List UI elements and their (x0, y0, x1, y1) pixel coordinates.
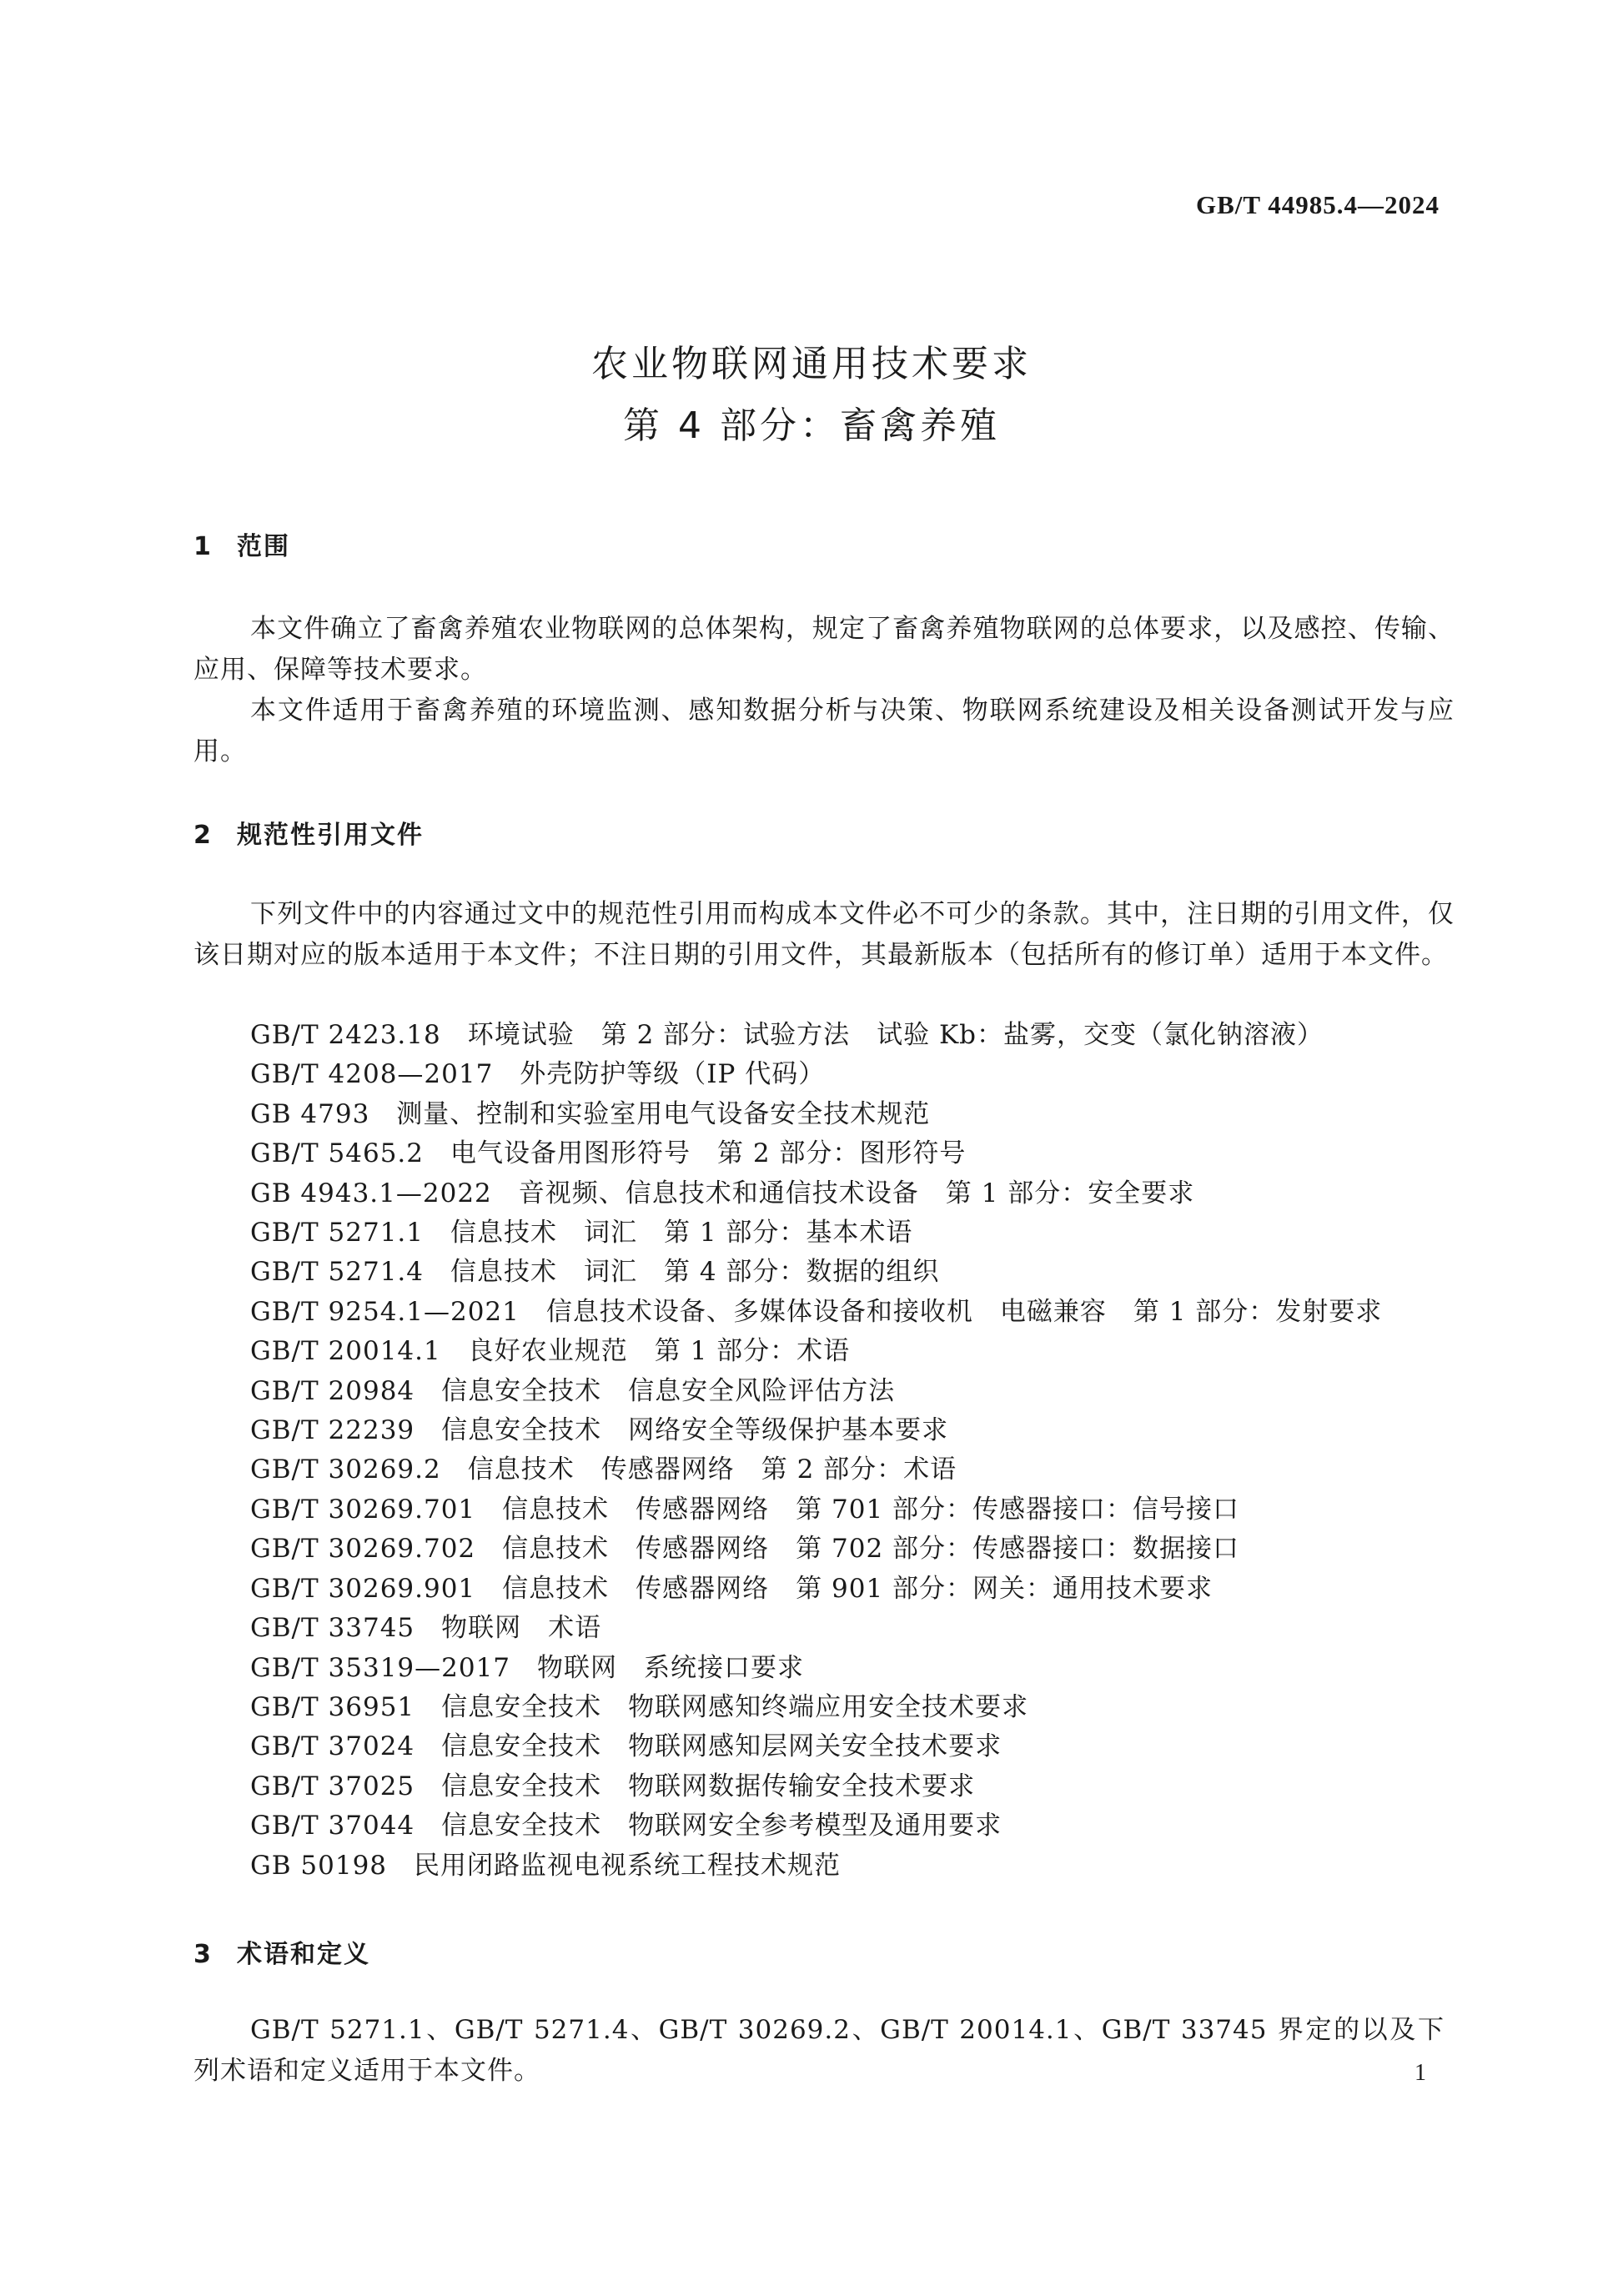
reference-item: GB/T 30269.2 信息技术 传感器网络 第 2 部分：术语 (250, 1454, 957, 1485)
standard-number: GB/T 44985.4—2024 (1195, 190, 1440, 219)
section-heading-terms-and-definitions (193, 1933, 370, 1970)
reference-item: GB/T 4208—2017 外壳防护等级（IP 代码） (250, 1059, 826, 1090)
reference-item: GB/T 35319—2017 物联网 系统接口要求 (250, 1652, 805, 1683)
reference-item: GB/T 22239 信息安全技术 网络安全等级保护基本要求 (250, 1415, 949, 1446)
reference-item: GB 50198 民用闭路监视电视系统工程技术规范 (250, 1850, 842, 1881)
reference-item: GB/T 37044 信息安全技术 物联网安全参考模型及通用要求 (250, 1811, 1002, 1841)
reference-item: GB/T 5271.4 信息技术 词汇 第 4 部分：数据的组织 (250, 1257, 940, 1288)
reference-item: GB/T 9254.1—2021 信息技术设备、多媒体设备和接收机 电磁兼容 第 1 部分：发射要求 (250, 1296, 1383, 1327)
reference-item: GB/T 20014.1 良好农业规范 第 1 部分：术语 (250, 1336, 851, 1367)
paragraph: 下列文件中的内容通过文中的规范性引用而构成本文件必不可少的条款。其中，注日期的引用文件，仅该日期对应的版本适用于本文件；不注日期的引用文件，其最新版本（包括所有的修订单）适用于本文件。 (193, 899, 1455, 970)
reference-item: GB 4943.1—2022 音视频、信息技术和通信技术设备 第 1 部分：安全要求 (250, 1178, 1195, 1208)
reference-item: GB/T 36951 信息安全技术 物联网感知终端应用安全技术要求 (250, 1691, 1029, 1722)
reference-item: GB 4793 测量、控制和实验室用电气设备安全技术规范 (250, 1098, 931, 1129)
document-title: 农业物联网通用技术要求 (591, 343, 1032, 385)
document-subtitle: 第 4 部分：畜禽养殖 (623, 404, 1000, 447)
paragraph: 本文件确立了畜禽养殖农业物联网的总体架构，规定了畜禽养殖物联网的总体要求，以及感控、传输、应用、保障等技术要求。 (193, 614, 1455, 685)
section-title: 规范性引用文件 (237, 821, 424, 850)
section-number: 2 (193, 821, 213, 850)
reference-item: GB/T 5271.1 信息技术 词汇 第 1 部分：基本术语 (250, 1218, 913, 1248)
reference-item: GB/T 5465.2 电气设备用图形符号 第 2 部分：图形符号 (250, 1138, 967, 1169)
reference-item: GB/T 20984 信息安全技术 信息安全风险评估方法 (250, 1375, 896, 1406)
paragraph: 本文件适用于畜禽养殖的环境监测、感知数据分析与决策、物联网系统建设及相关设备测试开发与应用。 (193, 696, 1455, 766)
reference-list (250, 1016, 1382, 1886)
section-number: 1 (193, 532, 213, 561)
reference-item: GB/T 30269.702 信息技术 传感器网络 第 702 部分：传感器接口：数据接口 (250, 1534, 1240, 1565)
reference-item: GB/T 30269.901 信息技术 传感器网络 第 901 部分：网关：通用技术要求 (250, 1573, 1213, 1604)
reference-item: GB/T 33745 物联网 术语 (250, 1613, 602, 1644)
section-title: 术语和定义 (237, 1940, 370, 1969)
section-number: 3 (193, 1940, 213, 1969)
page-number: 1 (1414, 2060, 1426, 2086)
section-heading-normative-references (193, 814, 424, 851)
reference-item: GB/T 37024 信息安全技术 物联网感知层网关安全技术要求 (250, 1731, 1002, 1762)
section-heading-scope (193, 525, 290, 562)
section-title: 范围 (237, 532, 290, 561)
paragraph: GB/T 5271.1、GB/T 5271.4、GB/T 30269.2、GB/T 20014.1、GB/T 33745 界定的以及下列术语和定义适用于本文件。 (193, 2015, 1445, 2086)
reference-item: GB/T 30269.701 信息技术 传感器网络 第 701 部分：传感器接口：信号接口 (250, 1494, 1240, 1525)
reference-item: GB/T 2423.18 环境试验 第 2 部分：试验方法 试验 Kb：盐雾，交变（氯化钠溶液） (250, 1020, 1324, 1050)
reference-item: GB/T 37025 信息安全技术 物联网数据传输安全技术要求 (250, 1771, 976, 1801)
